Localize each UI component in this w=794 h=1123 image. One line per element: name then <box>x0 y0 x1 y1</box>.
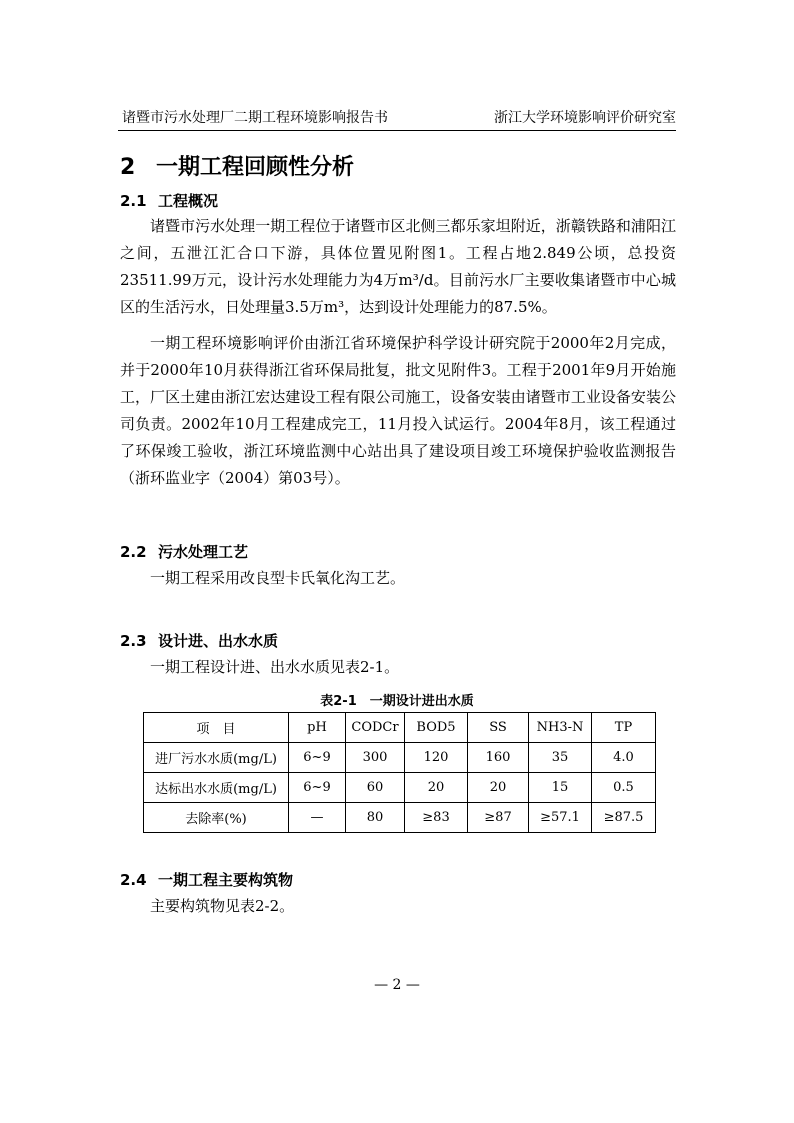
table-cell: 0.5 <box>592 773 656 803</box>
table-cell: 80 <box>346 803 405 833</box>
section-title: 污水处理工艺 <box>158 543 249 561</box>
section-number: 2.1 <box>120 192 147 210</box>
table-cell: ≥87.5 <box>592 803 656 833</box>
chapter-number: 2 <box>120 155 136 180</box>
table-cell: 120 <box>405 743 468 773</box>
table-cell: 4.0 <box>592 743 656 773</box>
section-title: 一期工程主要构筑物 <box>158 871 294 889</box>
table-cell: 300 <box>346 743 405 773</box>
chapter-heading <box>120 150 354 181</box>
page-header <box>118 108 676 131</box>
table-cell: 达标出水水质(mg/L) <box>144 773 289 803</box>
table-row <box>144 803 656 833</box>
header-report-title: 诸暨市污水处理厂二期工程环境影响报告书 <box>122 110 388 126</box>
table-cell: 60 <box>346 773 405 803</box>
header-institute: 浙江大学环境影响评价研究室 <box>494 110 676 126</box>
table-header-cell: pH <box>289 713 346 743</box>
paragraph-quality: 一期工程设计进、出水水质见表2-1。 <box>150 658 400 676</box>
table-cell: ≥83 <box>405 803 468 833</box>
table-header-cell: 项 目 <box>144 713 289 743</box>
table-cell: 15 <box>529 773 592 803</box>
water-quality-table <box>143 712 656 833</box>
paragraph-overview-1: 诸暨市污水处理一期工程位于诸暨市区北侧三都乐家坦附近，浙赣铁路和浦阳江之间，五泄江汇合口下游，具体位置见附图1。工程占地2.849公顷，总投资23511.99万元，设计污水处理能力为4万m³/d。目前污水厂主要收集诸暨市中心城区的生活污水，日处理量3.5万m³，达到设计处理能力的87.5%。 <box>120 217 676 316</box>
table-cell: 6~9 <box>289 773 346 803</box>
section-title: 设计进、出水水质 <box>158 632 279 650</box>
table-header-cell: SS <box>468 713 529 743</box>
table-cell: ≥87 <box>468 803 529 833</box>
table-header-cell: BOD5 <box>405 713 468 743</box>
chapter-title: 一期工程回顾性分析 <box>156 155 355 180</box>
table-header-cell: NH3-N <box>529 713 592 743</box>
paragraph-overview-2: 一期工程环境影响评价由浙江省环境保护科学设计研究院于2000年2月完成，并于2000年10月获得浙江省环保局批复，批文见附件3。工程于2001年9月开始施工，厂区土建由浙江宏达建设工程有限公司施工，设备安装由诸暨市工业设备安装公司负责。2002年10月工程建成完工，11月投入试运行。2004年8月，该工程通过了环保竣工验收，浙江环境监测中心站出具了建设项目竣工环境保护验收监测报告（浙环监业字（2004）第03号）。 <box>120 334 676 487</box>
paragraph-structures: 主要构筑物见表2-2。 <box>150 897 295 915</box>
table-cell: 去除率(%) <box>144 803 289 833</box>
section-number: 2.2 <box>120 543 147 561</box>
table-cell: — <box>289 803 346 833</box>
paragraph-process: 一期工程采用改良型卡氏氧化沟工艺。 <box>150 569 406 587</box>
page-number: — 2 — <box>374 977 420 993</box>
table-cell: 进厂污水水质(mg/L) <box>144 743 289 773</box>
table-cell: 20 <box>405 773 468 803</box>
table-cell: 6~9 <box>289 743 346 773</box>
table-cell: 160 <box>468 743 529 773</box>
section-number: 2.4 <box>120 871 147 889</box>
section-heading-2-2 <box>120 541 248 562</box>
section-heading-2-1 <box>120 190 218 211</box>
section-number: 2.3 <box>120 632 147 650</box>
table-row <box>144 743 656 773</box>
table-cell: 20 <box>468 773 529 803</box>
section-title: 工程概况 <box>158 192 219 210</box>
table-cell: 35 <box>529 743 592 773</box>
table-row <box>144 773 656 803</box>
table-header-cell: TP <box>592 713 656 743</box>
section-heading-2-3 <box>120 630 278 651</box>
section-heading-2-4 <box>120 869 293 890</box>
table-caption: 表2-1 一期设计进出水质 <box>320 694 474 709</box>
table-header-row <box>144 713 656 743</box>
table-header-cell: CODCr <box>346 713 405 743</box>
table-cell: ≥57.1 <box>529 803 592 833</box>
